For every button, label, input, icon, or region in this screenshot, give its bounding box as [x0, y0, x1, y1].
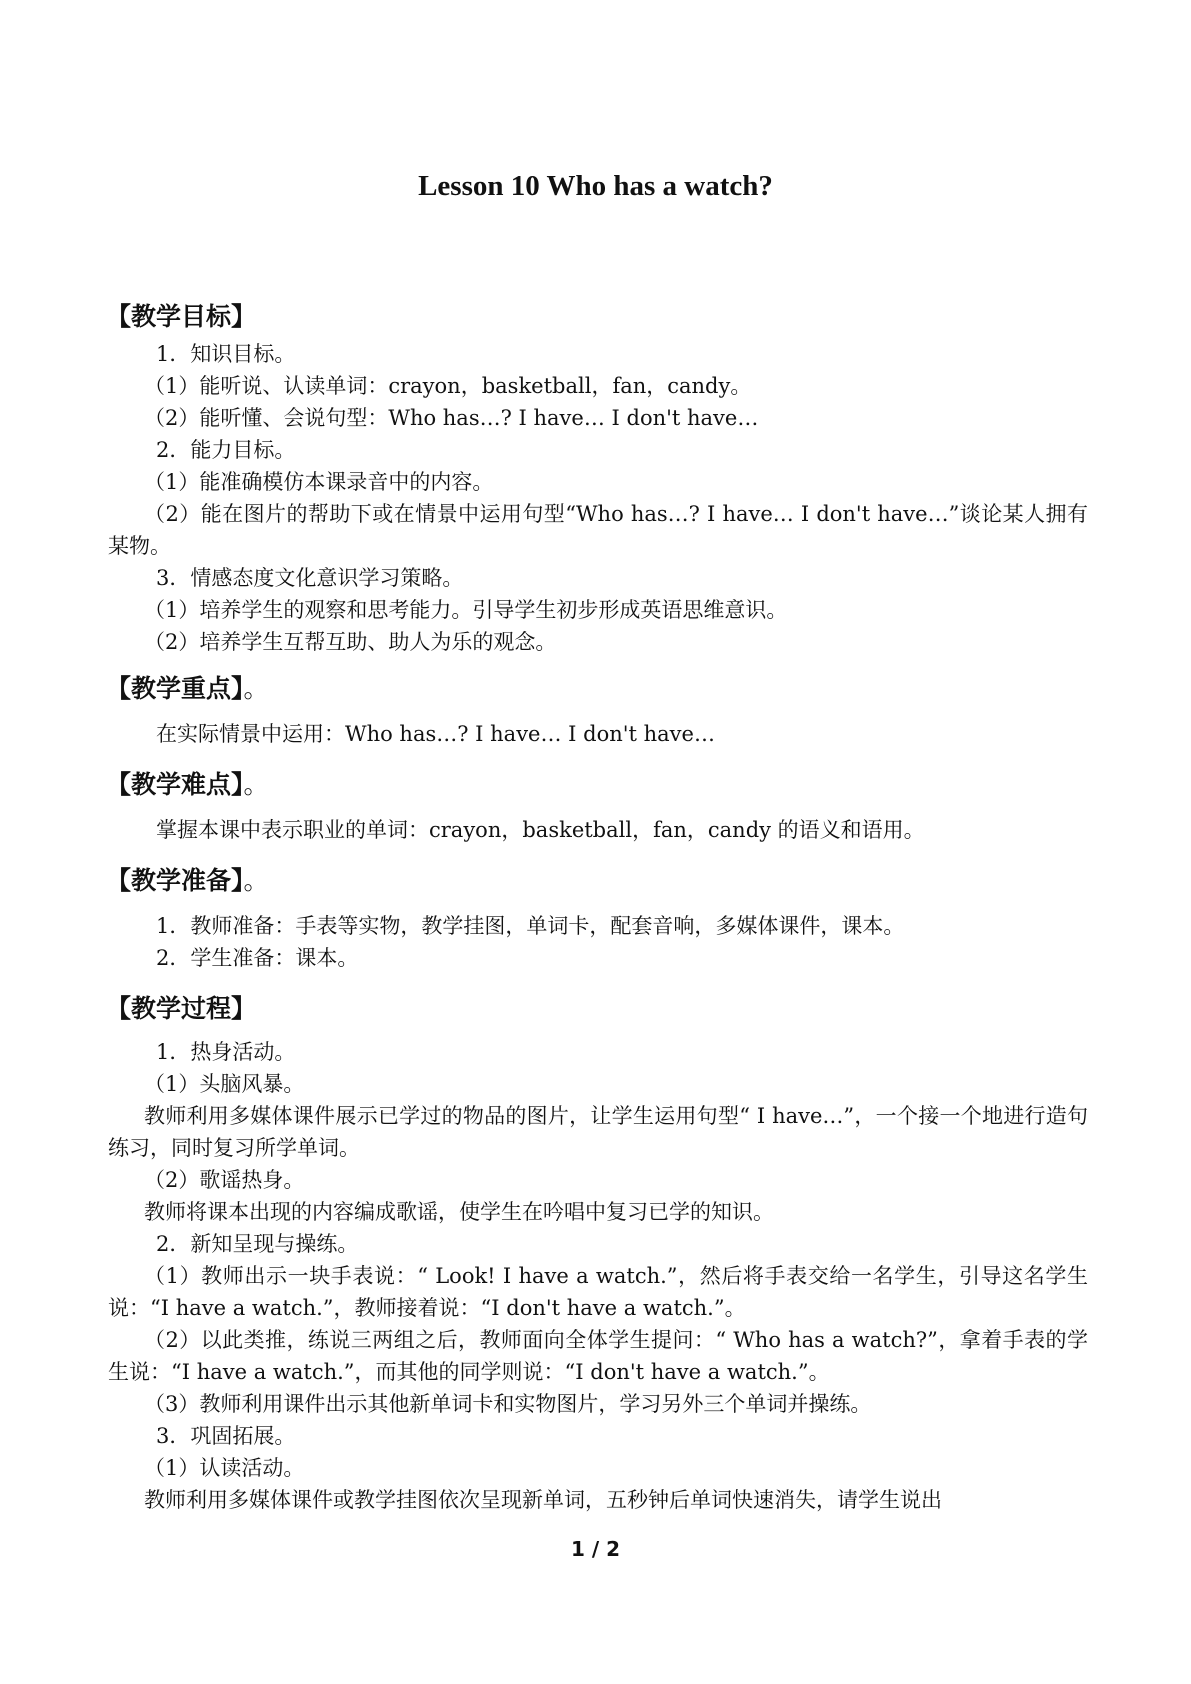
page-number: 1 / 2: [570, 1537, 621, 1561]
process-line: （1）认读活动。: [144, 1456, 305, 1480]
section-heading-difficulties: 【教学难点】。: [106, 770, 269, 799]
objectives-line: （2）培养学生互帮互助、助人为乐的观念。: [144, 630, 557, 654]
process-line: 2．新知呈现与操练。: [156, 1232, 359, 1256]
section-heading-objectives: 【教学目标】: [106, 302, 257, 331]
process-paragraph: 教师利用多媒体课件展示已学过的物品的图片，让学生运用句型“ I have…”，一个接一个地进行造句练习，同时复习所学单词。: [108, 1104, 1088, 1160]
document-body: [108, 296, 1088, 1516]
process-line: 3．巩固拓展。: [156, 1424, 296, 1448]
preparation-line: 2．学生准备：课本。: [156, 946, 359, 970]
process-paragraph: （1）教师出示一块手表说：“ Look! I have a watch.”，然后将手表交给一名学生，引导这名学生说：“I have a watch.”，教师接着说：“I don't have a watch.”。: [108, 1264, 1088, 1320]
objectives-line: （2）能听懂、会说句型：Who has…? I have… I don't have…: [144, 406, 759, 430]
key-points-line: 在实际情景中运用：Who has…? I have… I don't have…: [156, 722, 715, 746]
process-line: （1）头脑风暴。: [144, 1072, 305, 1096]
process-paragraph: （2）以此类推，练说三两组之后，教师面向全体学生提问：“ Who has a watch?”，拿着手表的学生说：“I have a watch.”，而其他的同学则说：“I don't have a watch.”。: [108, 1328, 1088, 1384]
objectives-line: 1．知识目标。: [156, 342, 296, 366]
process-line: （2）歌谣热身。: [144, 1168, 305, 1192]
objectives-line: 2．能力目标。: [156, 438, 296, 462]
process-line: 教师将课本出现的内容编成歌谣，使学生在吟唱中复习已学的知识。: [144, 1200, 774, 1224]
objectives-line: 3．情感态度文化意识学习策略。: [156, 566, 464, 590]
process-line: 教师利用多媒体课件或教学挂图依次呈现新单词，五秒钟后单词快速消失，请学生说出: [144, 1488, 942, 1512]
section-heading-key-points: 【教学重点】。: [106, 674, 269, 703]
lesson-title: Lesson 10 Who has a watch?: [418, 170, 773, 202]
difficulties-line: 掌握本课中表示职业的单词：crayon，basketball，fan，candy 的语义和语用。: [156, 818, 925, 842]
objectives-line: （1）能听说、认读单词：crayon，basketball，fan，candy。: [144, 374, 752, 398]
section-heading-preparation: 【教学准备】。: [106, 866, 269, 895]
preparation-line: 1．教师准备：手表等实物，教学挂图，单词卡，配套音响，多媒体课件，课本。: [156, 914, 905, 938]
objectives-line: （2）能在图片的帮助下或在情景中运用句型“Who has…? I have… I don't have…”谈论某人拥有某物。: [108, 502, 1088, 558]
objectives-line: （1）能准确模仿本课录音中的内容。: [144, 470, 494, 494]
section-heading-process: 【教学过程】: [106, 994, 257, 1023]
objectives-line: （1）培养学生的观察和思考能力。引导学生初步形成英语思维意识。: [144, 598, 788, 622]
process-line: 1．热身活动。: [156, 1040, 296, 1064]
process-line: （3）教师利用课件出示其他新单词卡和实物图片，学习另外三个单词并操练。: [144, 1392, 872, 1416]
